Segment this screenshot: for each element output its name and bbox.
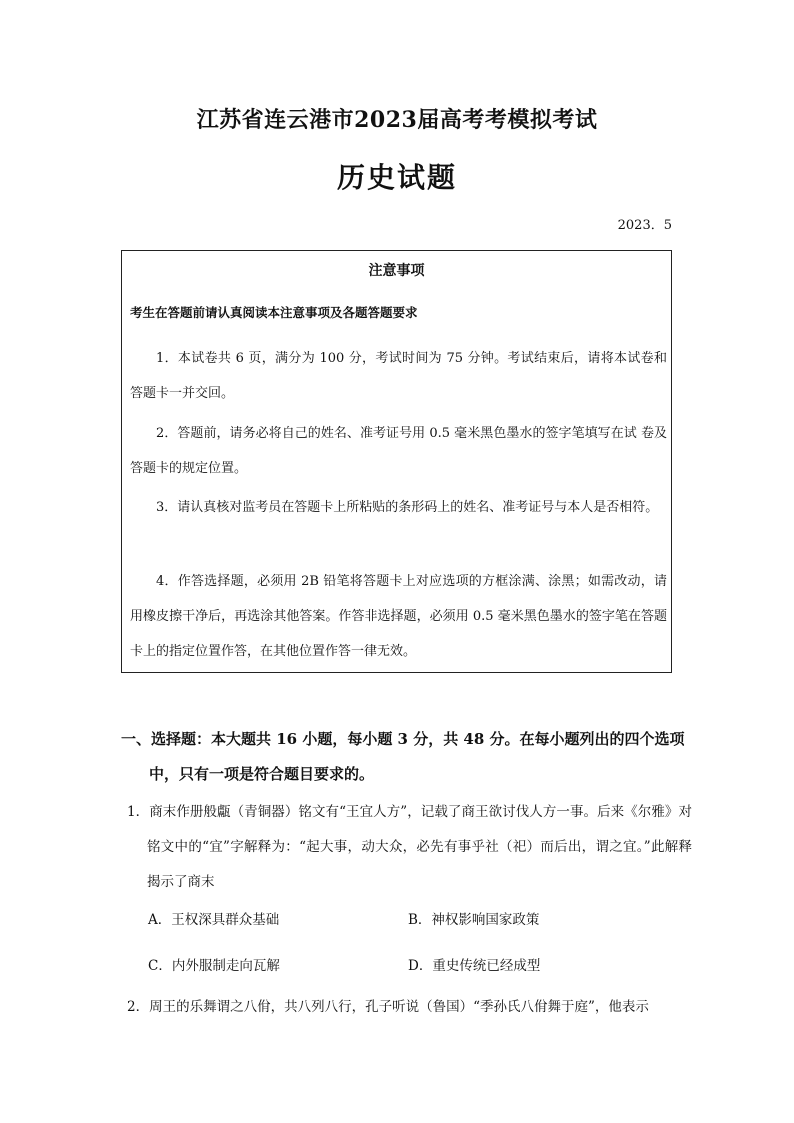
- question-1-option-c: C．内外服制走向瓦解: [148, 958, 280, 974]
- notice-intro: 考生在答题前请认真阅读本注意事项及各题答题要求: [130, 305, 418, 320]
- exam-subtitle: 历史试题: [336, 161, 457, 194]
- notice-item-2: 2．答题前，请务必将自己的姓名、准考证号用 0.5 毫米黑色墨水的签字笔填写在试 卷及答题卡的规定位置。: [130, 426, 667, 476]
- question-1: 1．商末作册般甗（青铜器）铭文有“王宜人方”，记载了商王欲讨伐人方一事。后来《尔雅》对铭文中的“宜”字解释为：“起大事，动大众，必先有事乎社（祀）而后出，谓之宜。”此解释揭示了商末: [127, 804, 692, 890]
- question-1-option-d: D．重史传统已经成型: [408, 958, 541, 974]
- question-1-option-b: B．神权影响国家政策: [408, 912, 540, 928]
- notice-box: [121, 250, 672, 673]
- notice-item-3: 3．请认真核对监考员在答题卡上所粘贴的条形码上的姓名、准考证号与本人是否相符。: [156, 500, 659, 515]
- notice-item-1: 1．本试卷共 6 页，满分为 100 分，考试时间为 75 分钟。考试结束后，请将本试卷和 答题卡一并交回。: [130, 351, 667, 401]
- question-2: 2．周王的乐舞谓之八佾，共八列八行，孔子听说（鲁国）“季孙氏八佾舞于庭”，他表示: [127, 999, 649, 1015]
- notice-item-4: 4．作答选择题，必须用 2B 铅笔将答题卡上对应选项的方框涂满、涂黑；如需改动，请用橡皮擦干净后，再选涂其他答案。作答非选择题，必须用 0.5 毫米黑色墨水的签字笔在答题卡上的指定位置作答，在其他位置作答一律无效。: [130, 574, 667, 659]
- exam-title: 江苏省连云港市2023届高考考模拟考试: [196, 107, 598, 133]
- question-1-option-a: A．王权深具群众基础: [148, 912, 280, 928]
- section-heading: 一、选择题：本大题共 16 小题，每小题 3 分，共 48 分。在每小题列出的四个选项中，只有一项是符合题目要求的。: [121, 730, 685, 783]
- exam-date: 2023．5: [617, 218, 672, 233]
- notice-heading: 注意事项: [368, 263, 425, 279]
